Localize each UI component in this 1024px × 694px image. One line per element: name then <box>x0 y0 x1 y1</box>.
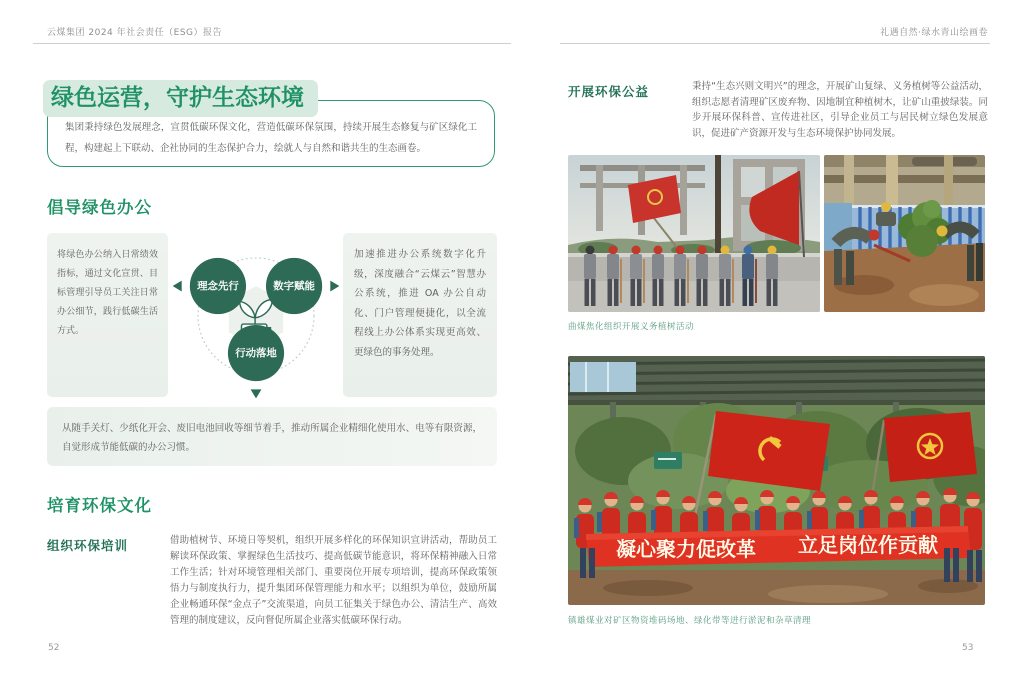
green-office-cycle-diagram <box>169 229 343 411</box>
banner-text-left: 凝心聚力促改革 <box>616 537 756 561</box>
public-welfare-body: 秉持“生态兴则文明兴”的理念，开展矿山复绿、义务植树等公益活动，组织志愿者清理矿区废弃物、因地制宜种植树木，让矿山重披绿装。同步开展环保科普、宣传进社区，引导企业员工与居民树立绿色发展意识，促进矿产资源开发与生态环境保护协同发展。 <box>692 81 988 139</box>
banner-text-right: 立足岗位作贡献 <box>798 533 938 557</box>
running-header-left: 云煤集团 2024 年社会责任（ESG）报告 <box>47 28 223 38</box>
subheading-training: 组织环保培训 <box>47 538 129 553</box>
green-office-right-box: 加速推进办公系统数字化升级，深度融合“云煤云”智慧办公系统，推进 OA 办公自动化、门户管理便捷化，以全流程线上办公体系实现更高效、更绿色的事务处理。 <box>343 233 497 397</box>
report-page-right <box>560 0 990 694</box>
page-number-right: 53 <box>962 643 974 653</box>
photo-tree-planting-ceremony <box>568 155 820 312</box>
node-label-action: 行动落地 <box>235 347 277 360</box>
photo-bush-planting <box>824 155 985 312</box>
photo-illustration-group <box>568 356 985 605</box>
photo-caption-top: 曲煤焦化组织开展义务植树活动 <box>568 322 695 332</box>
intro-paragraph: 集团秉持绿色发展理念，宣贯低碳环保文化，营造低碳环保氛围，持续开展生态修复与矿区绿化工程，构建起上下联动、企社协同的生态保护合力，绘就人与自然和谐共生的生态画卷。 <box>65 122 477 154</box>
page-title: 绿色运营，守护生态环境 <box>43 80 318 117</box>
green-office-bottom-box: 从随手关灯、少纸化开会、废旧电池回收等细节着手，推动所属企业精细化使用水、电等有限资源，自觉形成节能低碳的办公习惯。 <box>47 407 497 466</box>
section-heading-culture: 培育环保文化 <box>47 496 152 515</box>
report-page-left <box>33 0 511 694</box>
node-label-digital: 数字赋能 <box>273 280 315 293</box>
page-number-left: 52 <box>48 643 60 653</box>
subheading-public-welfare: 开展环保公益 <box>568 84 650 99</box>
running-header-right: 礼遇自然·绿水青山绘画卷 <box>880 28 988 38</box>
photo-illustration-planting <box>824 155 985 312</box>
photo-caption-bottom: 镇雄煤业对矿区物资堆码场地、绿化带等进行淤泥和杂草清理 <box>568 616 812 626</box>
photo-group-banner <box>568 356 985 605</box>
section-heading-green-office: 倡导绿色办公 <box>47 198 152 217</box>
green-office-left-box: 将绿色办公纳入日常绩效指标，通过文化宣贯、目标管理引导员工关注日常办公细节，践行低碳生活方式。 <box>47 233 168 397</box>
header-divider <box>560 43 990 44</box>
header-divider <box>33 43 511 44</box>
photo-illustration-workers <box>568 155 820 312</box>
node-label-concept: 理念先行 <box>197 280 239 293</box>
training-body: 借助植树节、环境日等契机，组织开展多样化的环保知识宣讲活动，帮助员工解读环保政策、掌握绿色生活技巧、提高低碳节能意识，将环保精神融入日常工作生活；针对环境管理相关部门、重要岗位开展专项培训，提高环保政策领悟力与制度执行力，提升集团环保管理能力和水平；以组织为单位，鼓励所属企业畅通环保“金点子”交流渠道，向员工征集关于绿色办公、清洁生产、高效管理的制度建议，反向督促所属企业落实低碳环保行动。 <box>170 535 497 626</box>
